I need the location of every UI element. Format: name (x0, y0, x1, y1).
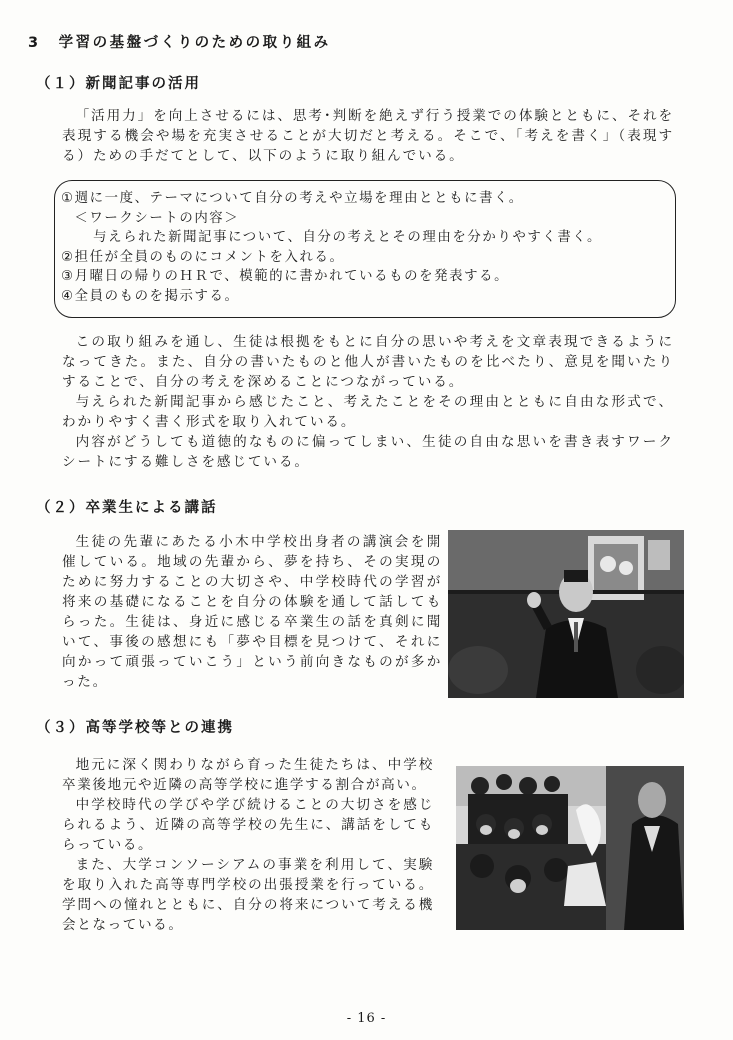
section-heading (28, 31, 331, 52)
subsection-3-body (62, 755, 434, 935)
section-number: 3 (28, 35, 41, 51)
subsection-2-title: （２）卒業生による講話 (36, 500, 218, 516)
collaboration-paragraph: 地元に深く関わりながら育った生徒たちは、中学校卒業後地元や近隣の高等学校に進学する割合が高い。 (62, 757, 434, 793)
procedure-box (54, 180, 676, 318)
collaboration-paragraph: また、大学コンソーシアムの事業を利用して、実験を取り入れた高等専門学校の出張授業を行っている。学問への憧れとともに、自分の将来について考える機会となっている。 (62, 857, 434, 933)
subsection-2-body (62, 532, 442, 692)
collaboration-paragraph: 中学校時代の学びや学び続けることの大切さを感じられるよう、近隣の高等学校の先生に、講話をしてもらっている。 (62, 797, 434, 853)
result-paragraph: この取り組みを通し、生徒は根拠をもとに自分の思いや考えを文章表現できるようになってきた。また、自分の書いたものと他人が書いたものを比べたり、意見を聞いたりすることで、自分の考えを深めることにつながっている。 (62, 334, 674, 390)
section-title: 学習の基盤づくりのための取り組み (58, 35, 331, 51)
subsection-1-results (62, 332, 674, 472)
procedure-item-3: ③月曜日の帰りのＨＲで、模範的に書かれているものを発表する。 (61, 269, 510, 285)
subsection-1-title: （１）新聞記事の活用 (36, 76, 201, 92)
intro-paragraph: 「活用力」を向上させるには、思考･判断を絶えず行う授業での体験とともに、それを表現する機会や場を充実させることが大切だと考える。そこで、「考えを書く」（表現する）ための手だてとして、以下のように取り組んでいる。 (62, 108, 674, 164)
outreach-class-photo (456, 766, 684, 930)
alumni-lecture-photo (448, 530, 684, 698)
page-number: - 16 - (346, 1011, 387, 1026)
lecture-paragraph: 生徒の先輩にあたる小木中学校出身者の講演会を開催している。地域の先輩から、夢を持ち、その実現のために努力することの大切さや、中学校時代の学習が将来の基礎になることを自分の体験を通して話してもらった。生徒は、身近に感じる卒業生の話を真剣に聞いて、事後の感想にも「夢や目標を見つけて、それに向かって頑張っていこう」という前向きなものが多かった。 (62, 534, 442, 690)
procedure-item-1: ①週に一度、テーマについて自分の考えや立場を理由とともに書く。 (61, 191, 524, 206)
result-paragraph: 内容がどうしても道徳的なものに偏ってしまい、生徒の自由な思いを書き表すワークシートにする難しさを感じている。 (62, 434, 674, 470)
subsection-1-intro (62, 106, 674, 166)
result-paragraph: 与えられた新聞記事から感じたこと、考えたことをその理由とともに自由な形式で、わかりやすく書く形式を取り入れている。 (62, 394, 674, 430)
procedure-item-4: ④全員のものを掲示する。 (61, 288, 240, 304)
procedure-item-2: ②担任が全員のものにコメントを入れる。 (61, 249, 345, 265)
worksheet-content: 与えられた新聞記事について、自分の考えとその理由を分かりやすく書く。 (93, 230, 603, 246)
subsection-3-title: （３）高等学校等との連携 (36, 720, 234, 736)
worksheet-heading: ＜ワークシートの内容＞ (74, 210, 240, 226)
